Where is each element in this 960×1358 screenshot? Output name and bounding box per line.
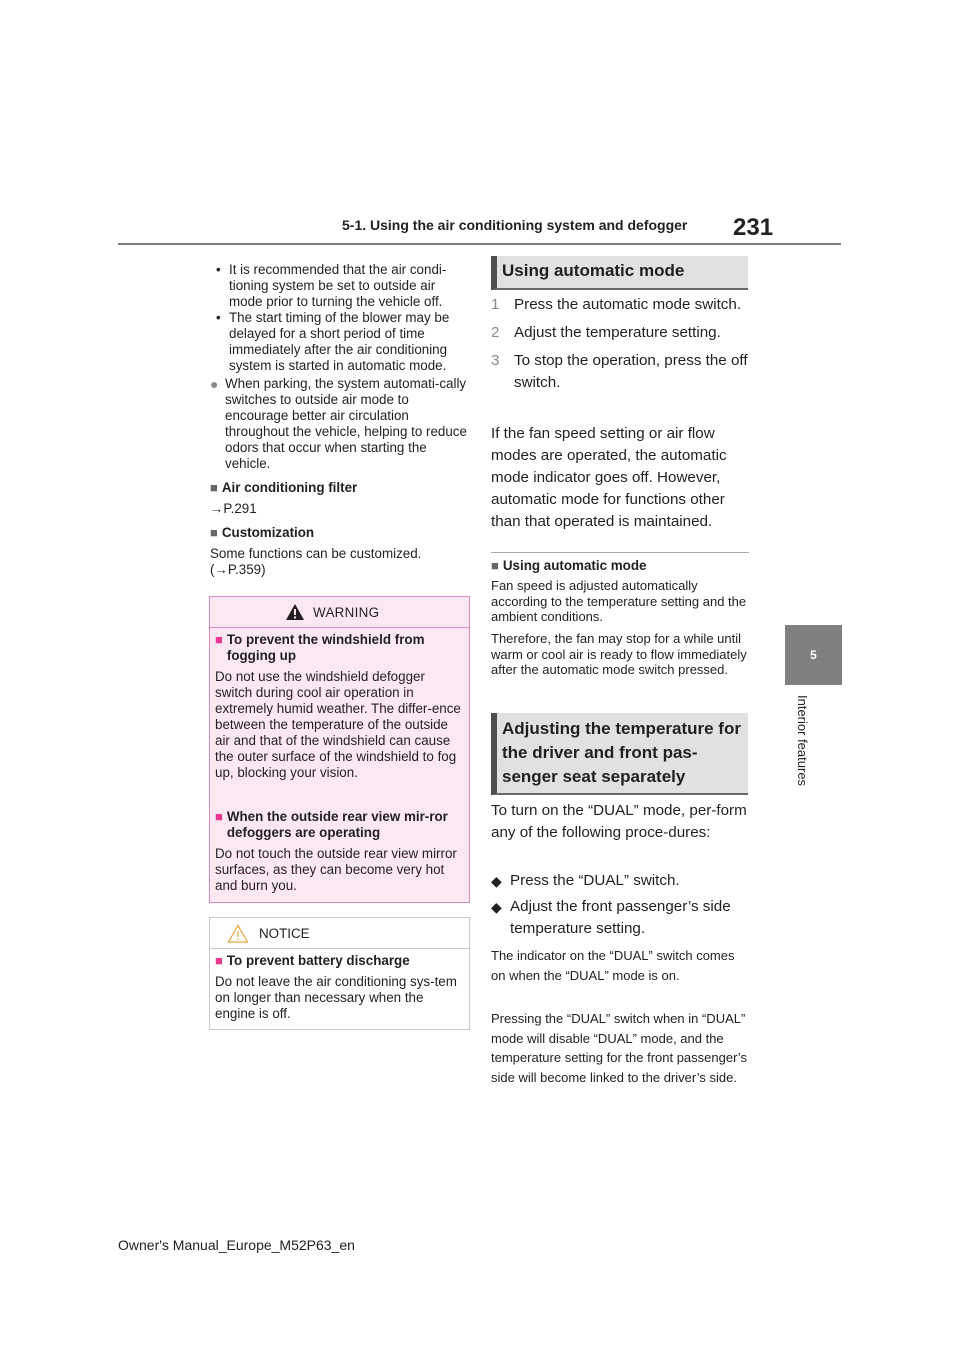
warning-text: Do not touch the outside rear view mirror surfaces, as they can become very hot and burn you.	[215, 846, 457, 893]
section-title: 5-1. Using the air conditioning system and defogger	[342, 217, 688, 233]
warning-triangle-icon	[285, 603, 305, 621]
air-filter-page-link[interactable]: →P.291	[210, 501, 257, 516]
bullet-icon: •	[216, 310, 221, 325]
header-divider	[118, 243, 841, 245]
steps-list	[491, 294, 749, 400]
notice-heading: ■ To prevent battery discharge	[215, 953, 410, 968]
list-item: ◆ Press the “DUAL” switch.	[491, 870, 749, 892]
step-text: To stop the operation, press the off switch.	[514, 352, 748, 391]
diamond-bullet-icon: ◆	[491, 899, 502, 915]
step-item	[491, 350, 749, 394]
step-number: 1	[491, 296, 500, 313]
footer-document-id: Owner's Manual_Europe_M52P63_en	[118, 1237, 355, 1253]
dual-mode-list	[491, 870, 749, 944]
step-text: Press the automatic mode switch.	[514, 296, 742, 313]
caution-triangle-icon	[227, 924, 249, 943]
parking-note: ● When parking, the system automati-cally switches to outside air mode to encourage better air circulation throughout the vehicle, helping to reduce odors that occur when starting the vehicle.	[210, 376, 467, 471]
air-filter-heading: ■ Air conditioning filter	[210, 480, 358, 495]
square-bullet-icon: ■	[215, 809, 223, 824]
list-item: ◆ Adjust the front passenger’s side temperature setting.	[491, 896, 749, 940]
notice-text: Do not leave the air conditioning sys-tem on longer than necessary when the engine is off.	[215, 974, 457, 1021]
dual-disable-note: Pressing the “DUAL” switch when in “DUAL” mode will disable “DUAL” mode, and the temperature setting for the front passenger’s side will become linked to the driver’s side.	[491, 1011, 748, 1085]
fan-speed-paragraph: If the fan speed setting or air flow modes are operated, the automatic mode indicator goes off. However, automatic mode for functions other than that operated is maintained.	[491, 425, 727, 530]
bullet-icon: •	[216, 262, 221, 277]
chapter-title: Interior features	[795, 695, 810, 787]
warning-heading: ■ When the outside rear view mir-ror defoggers are operating	[215, 809, 448, 840]
step-number: 2	[491, 324, 500, 341]
section-divider	[491, 552, 749, 553]
page-number: 231	[733, 214, 774, 241]
step-text: Adjust the temperature setting.	[514, 324, 721, 341]
chapter-tab: 5	[785, 625, 842, 685]
notice-header	[210, 918, 469, 949]
circle-bullet-icon: ●	[210, 376, 219, 392]
notice-box	[209, 917, 470, 1030]
dual-indicator-note: The indicator on the “DUAL” switch comes on when the “DUAL” mode is on.	[491, 948, 735, 983]
warning-heading: ■ To prevent the windshield from fogging up	[215, 632, 425, 663]
automatic-mode-heading: Using automatic mode	[491, 256, 748, 290]
using-automatic-mode-subheading: ■ Using automatic mode	[491, 558, 647, 573]
diamond-bullet-icon: ◆	[491, 873, 502, 889]
dual-mode-intro: To turn on the “DUAL” mode, per-form any of the following proce-dures:	[491, 802, 747, 841]
using-automatic-mode-text: Fan speed is adjusted automatically according to the temperature setting and the ambient conditions.	[491, 578, 747, 624]
square-bullet-icon: ■	[215, 953, 223, 968]
step-item	[491, 294, 749, 316]
notice-title: NOTICE	[259, 926, 310, 941]
customization-heading: ■ Customization	[210, 525, 315, 540]
warning-box	[209, 596, 470, 903]
list-item: • It is recommended that the air condi-tioning system be set to outside air mode prior to turning the vehicle off.	[210, 262, 472, 310]
recommendation-list	[210, 262, 472, 374]
step-number: 3	[491, 352, 500, 369]
list-item: • The start timing of the blower may be delayed for a short period of time immediately after the air conditioning system is started in automatic mode.	[210, 310, 472, 374]
square-bullet-icon: ■	[210, 480, 218, 495]
step-item	[491, 322, 749, 344]
square-bullet-icon: ■	[215, 632, 223, 647]
adjust-temperature-heading: Adjusting the temperature for the driver and front pas-senger seat separately	[491, 713, 748, 795]
square-bullet-icon: ■	[210, 525, 218, 540]
warning-header	[210, 597, 469, 628]
customization-text: Some functions can be customized. (→P.359)	[210, 546, 422, 577]
using-automatic-mode-text: Therefore, the fan may stop for a while until warm or cool air is ready to flow immediately after the automatic mode switch pressed.	[491, 631, 747, 677]
square-bullet-icon: ■	[491, 558, 499, 573]
warning-text: Do not use the windshield defogger switch during cool air operation in extremely humid weather. The differ-ence between the temperature of the outside air and that of the windshield can cause the outer surface of the windshield to fog up, blocking your vision.	[215, 669, 461, 780]
warning-title: WARNING	[313, 605, 380, 620]
